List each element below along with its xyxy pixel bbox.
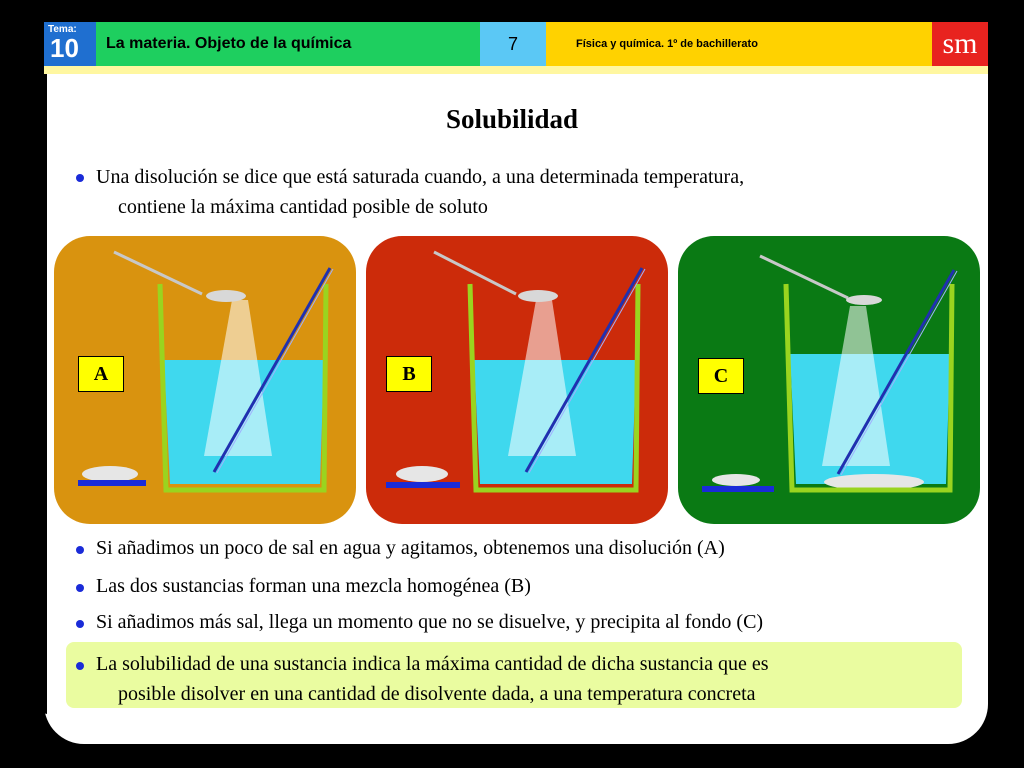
panel-a xyxy=(54,236,356,524)
bullet-dot xyxy=(76,174,84,182)
panel-c-label: C xyxy=(698,358,744,394)
conclusion-line-1: La solubilidad de una sustancia indica la máxima cantidad de dicha sustancia que es xyxy=(96,653,769,675)
bullet-dot xyxy=(76,584,84,592)
tema-label: Tema: xyxy=(48,24,77,35)
bullet-dot xyxy=(76,546,84,554)
bullet-3: Si añadimos más sal, llega un momento que no se disuelve, y precipita al fondo (C) xyxy=(96,611,764,633)
intro-line-2: contiene la máxima cantidad posible de soluto xyxy=(118,196,488,218)
panel-b-label: B xyxy=(386,356,432,392)
frame-line xyxy=(44,74,47,714)
tema-badge xyxy=(44,22,96,66)
header-title: La materia. Objeto de la química xyxy=(96,22,480,66)
sm-logo: sm xyxy=(932,22,988,66)
slide-header xyxy=(44,22,988,66)
panel-b xyxy=(366,236,668,524)
intro-line-1: Una disolución se dice que está saturada cuando, a una determinada temperatura, xyxy=(96,166,745,188)
conclusion-line-2: posible disolver en una cantidad de disolvente dada, a una temperatura concreta xyxy=(118,683,756,705)
panel-c xyxy=(678,236,980,524)
bullet-dot xyxy=(76,662,84,670)
page-number: 7 xyxy=(480,22,546,66)
tema-number: 10 xyxy=(50,33,79,63)
bullet-1: Si añadimos un poco de sal en agua y agitamos, obtenemos una disolución (A) xyxy=(96,537,725,559)
header-strip xyxy=(44,66,988,74)
course-name: Física y química. 1º de bachillerato xyxy=(546,22,932,66)
bullet-dot xyxy=(76,620,84,628)
page-title: Solubilidad xyxy=(445,104,579,134)
panel-a-label: A xyxy=(78,356,124,392)
bullet-2: Las dos sustancias forman una mezcla homogénea (B) xyxy=(96,575,531,597)
